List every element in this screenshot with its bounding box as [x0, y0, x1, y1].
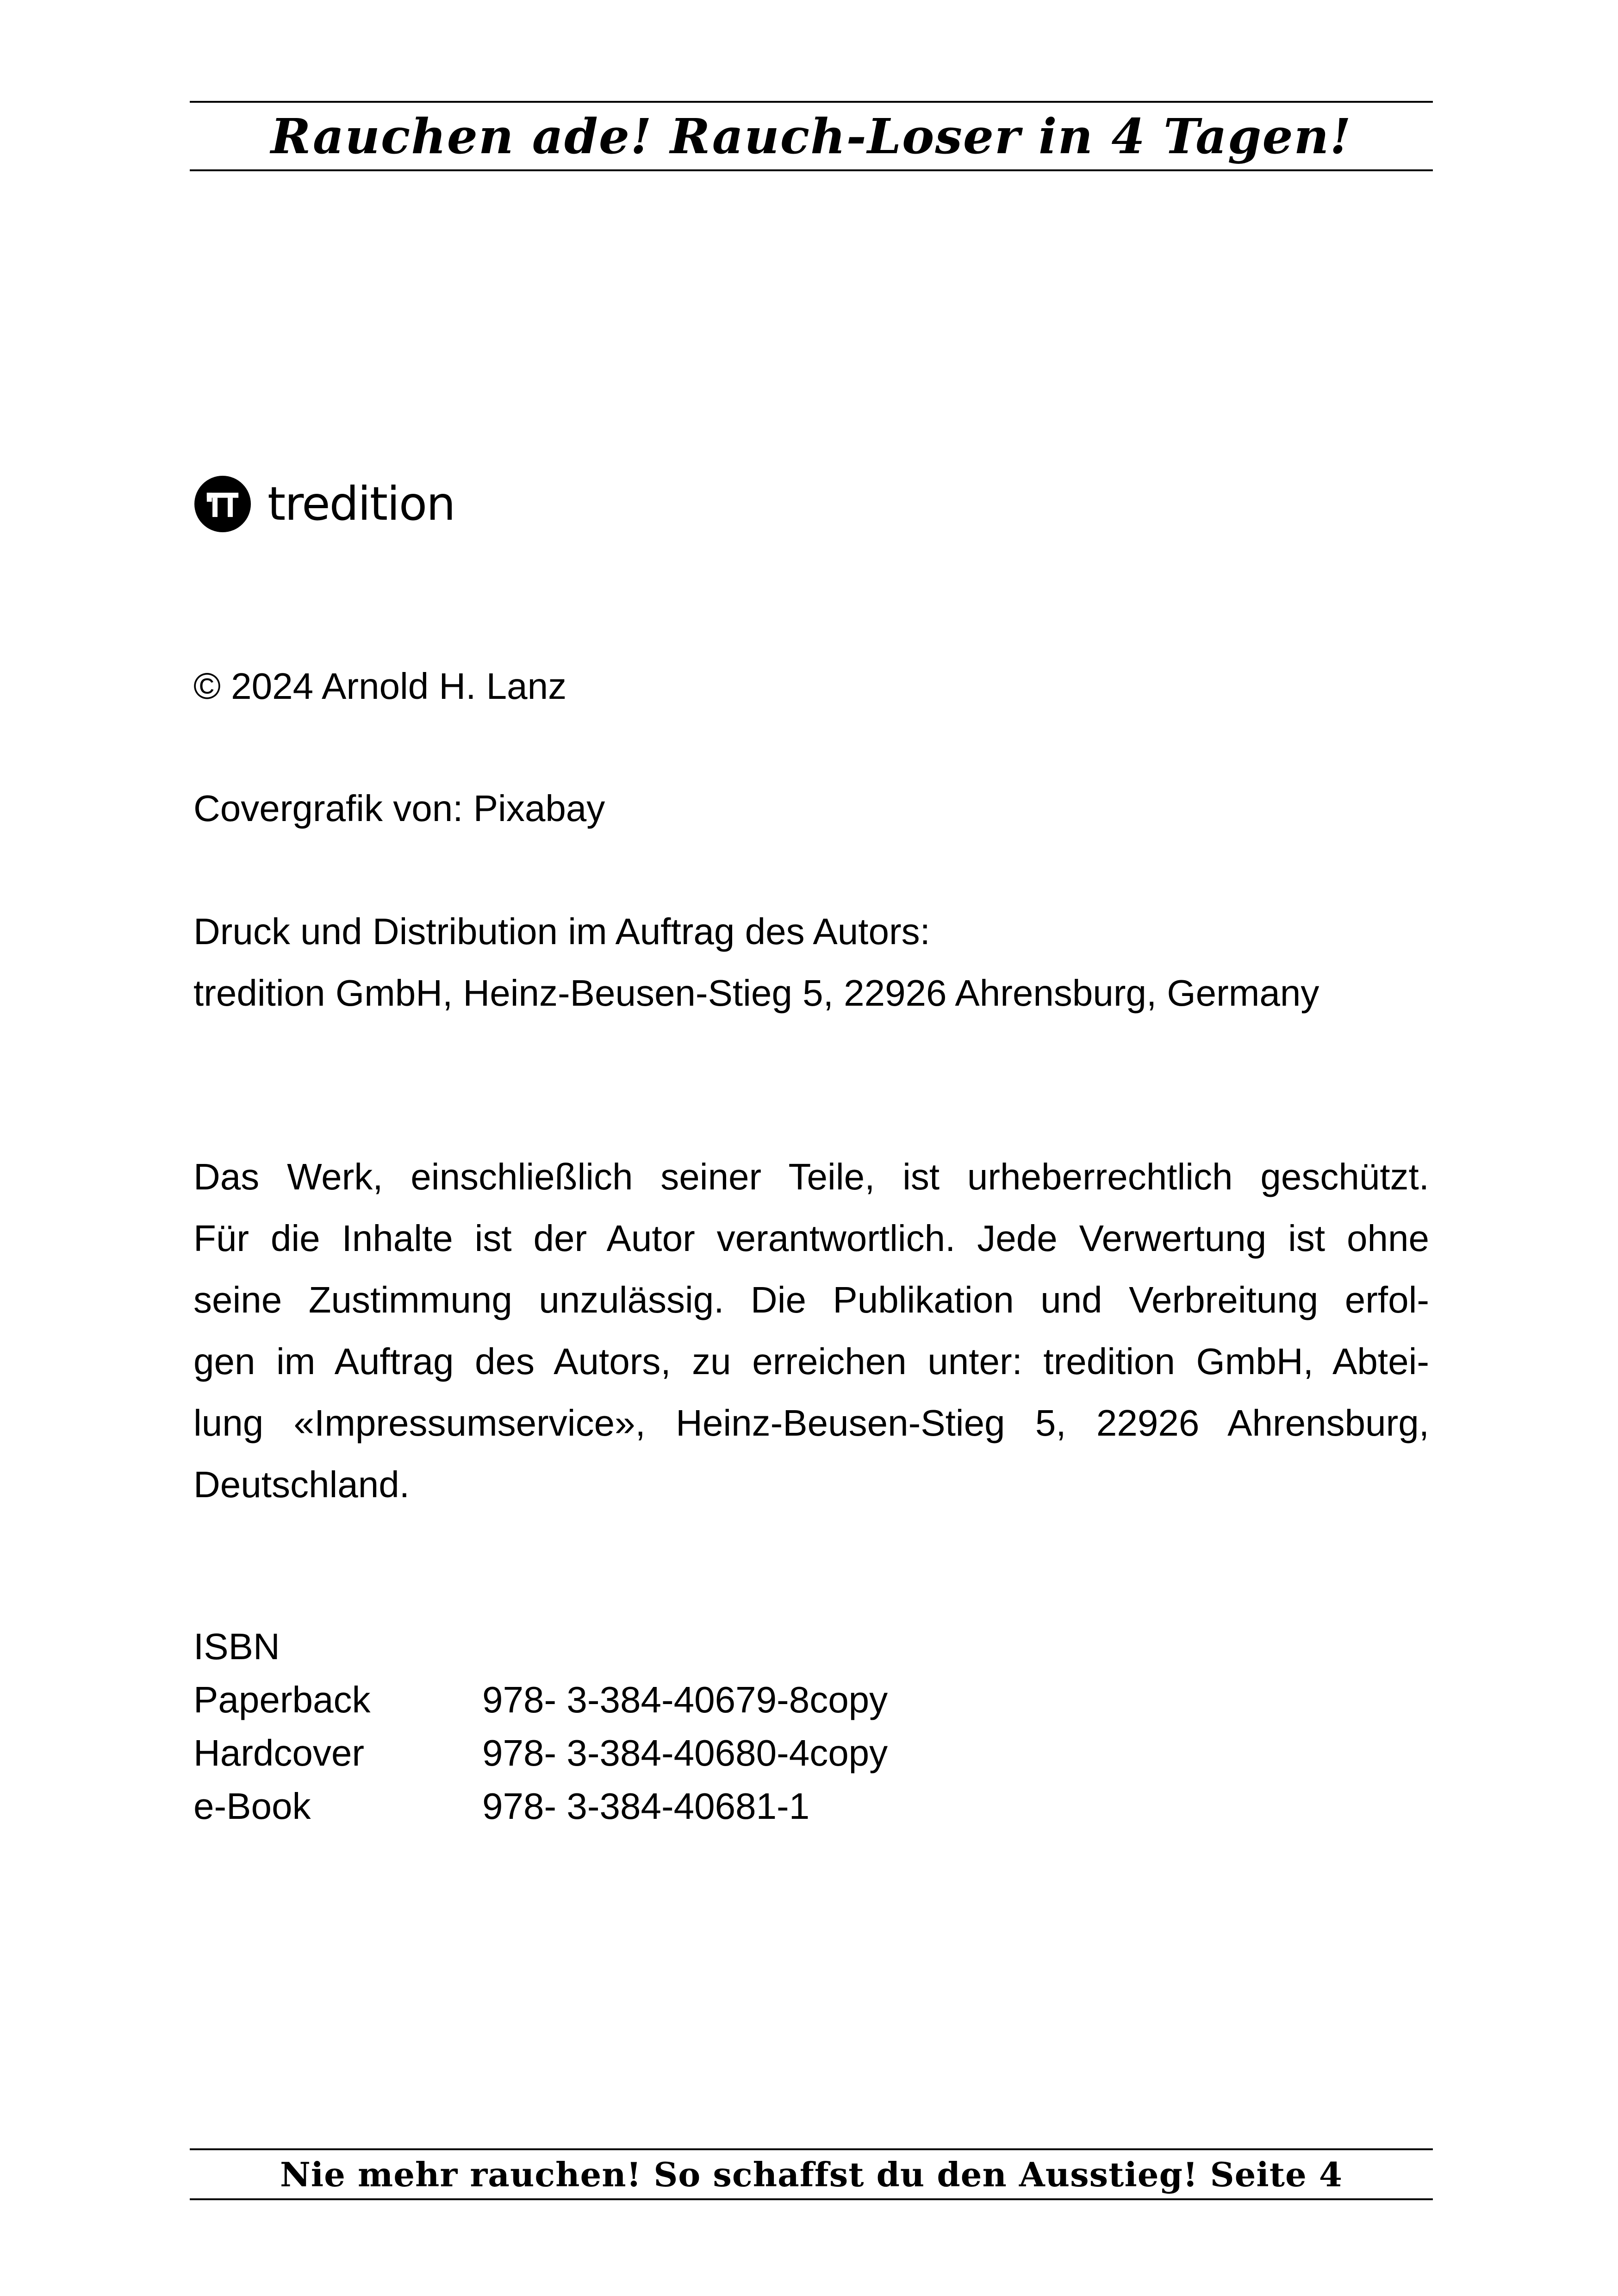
legal-line: Das Werk, einschließlich seiner Teile, ist urheberrechtlich geschützt. — [193, 1156, 1429, 1197]
publisher-name: tredition — [268, 477, 455, 531]
legal-line: lung «Impressumservice», Heinz-Beusen-Stieg 5, 22926 Ahrensburg, — [193, 1402, 1429, 1444]
isbn-number: 978- 3-384-40679-8copy — [482, 1679, 888, 1720]
isbn-format: Paperback — [193, 1679, 371, 1720]
publisher-logo — [194, 475, 454, 533]
isbn-format: Hardcover — [193, 1732, 365, 1773]
print-line: Druck und Distribution im Auftrag des Autors: — [193, 911, 930, 952]
isbn-format: e-Book — [193, 1786, 311, 1827]
isbn-row — [193, 1726, 888, 1780]
legal-line: Für die Inhalte ist der Autor verantwortlich. Jede Verwertung ist ohne — [193, 1218, 1429, 1259]
print-distribution — [193, 901, 1319, 1024]
legal-notice — [193, 1146, 1429, 1515]
copyright-line: © 2024 Arnold H. Lanz — [193, 666, 567, 707]
tredition-logo-icon — [194, 476, 251, 532]
footer-text: Nie mehr rauchen! So schaffst du den Ausstieg! Seite 4 — [280, 2154, 1343, 2194]
isbn-number: 978- 3-384-40680-4copy — [482, 1732, 888, 1773]
running-footer — [190, 2148, 1433, 2200]
isbn-number: 978- 3-384-40681-1 — [482, 1786, 810, 1827]
isbn-block — [193, 1620, 888, 1833]
cover-credit: Covergrafik von: Pixabay — [193, 788, 605, 829]
legal-line: Deutschland. — [193, 1464, 410, 1505]
legal-line: seine Zustimmung unzulässig. Die Publikation und Verbreitung erfol- — [193, 1279, 1429, 1320]
running-header — [190, 101, 1433, 171]
print-address-line: tredition GmbH, Heinz-Beusen-Stieg 5, 22926 Ahrensburg, Germany — [193, 972, 1319, 1014]
isbn-row — [193, 1673, 888, 1726]
book-title: Rauchen ade! Rauch-Loser in 4 Tagen! — [271, 107, 1352, 165]
isbn-heading: ISBN — [193, 1626, 280, 1667]
legal-line: gen im Auftrag des Autors, zu erreichen unter: tredition GmbH, Abtei- — [193, 1341, 1429, 1382]
isbn-row — [193, 1780, 888, 1833]
